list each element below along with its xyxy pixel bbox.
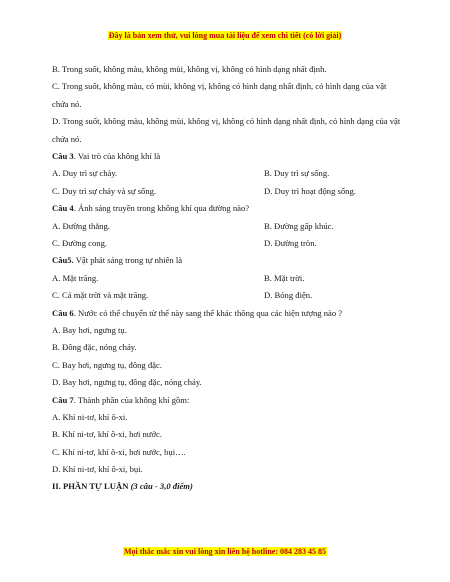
- question-6-option-d: D. Bay hơi, ngưng tụ, đông đặc, nóng chảy.: [52, 377, 202, 388]
- document-body: [52, 61, 402, 496]
- question-5-option-d: D. Bóng điện.: [264, 290, 313, 301]
- question-3-option-a: A. Duy trì sự cháy.: [52, 168, 118, 179]
- question-4-options-row1: [52, 218, 402, 235]
- section-2-title: II. PHẦN TỰ LUẬN: [52, 481, 129, 492]
- preview-banner-text: Đây là bản xem thử, vui lòng mua tài liệu để xem chi tiết (có lời giải): [108, 31, 342, 40]
- option-prev-c: C. Trong suốt, không màu, có mùi, không vị, không có hình dạng nhất định, có hình dạng của vật chứa nó.: [52, 81, 387, 109]
- hotline-banner-text: Mọi thắc mắc xin vui lòng xin liên hệ hotline: 084 283 45 85: [123, 547, 326, 556]
- question-5: [52, 252, 402, 269]
- question-4-option-c: C. Đường cong.: [52, 237, 108, 248]
- question-4: [52, 200, 402, 217]
- question-7-option-c: C. Khí ni-tơ, khí ô-xi, hơi nước, bụi….: [52, 446, 186, 457]
- hotline-banner: [0, 547, 450, 556]
- option-prev-b: B. Trong suốt, không màu, không mùi, không vị, không có hình dạng nhất định.: [52, 64, 327, 74]
- question-6-option-a: A. Bay hơi, ngưng tụ.: [52, 324, 127, 335]
- question-6: [52, 305, 402, 322]
- question-5-label: Câu5.: [52, 255, 74, 266]
- question-5-options-row2: [52, 287, 402, 304]
- question-5-option-c: C. Cả mặt trời và mặt trăng.: [52, 290, 149, 301]
- question-3-option-d: D. Duy trì hoạt động sống.: [264, 185, 356, 196]
- question-3-options-row2: [52, 183, 402, 200]
- question-4-options-row2: [52, 235, 402, 252]
- question-5-option-b: B. Mặt trời.: [264, 272, 305, 283]
- question-7-option-b: B. Khí ni-tơ, khí ô-xi, hơi nước.: [52, 429, 162, 440]
- question-4-option-d: D. Đường tròn.: [264, 237, 317, 248]
- question-3-option-c: C. Duy trì sự cháy và sự sống.: [52, 185, 157, 196]
- question-6-option-c: C. Bay hơi, ngưng tụ, đông đặc.: [52, 359, 162, 370]
- question-3-label: Câu 3: [52, 151, 74, 162]
- question-7-label: Câu 7: [52, 394, 74, 405]
- section-2-heading: [52, 478, 402, 495]
- question-4-text: . Ánh sáng truyền trong không khí qua đường nào?: [73, 203, 250, 214]
- question-7-option-d: D. Khí ni-tơ, khí ô-xi, bụi.: [52, 464, 143, 475]
- question-5-option-a: A. Mặt trăng.: [52, 272, 99, 283]
- question-3: [52, 148, 402, 165]
- section-2-note: (3 câu - 3,0 điểm): [130, 481, 193, 492]
- question-5-text: Vật phát sáng trong tự nhiên là: [73, 255, 183, 266]
- question-3-option-b: B. Duy trì sự sống.: [264, 168, 330, 179]
- question-5-options-row1: [52, 270, 402, 287]
- question-7-option-a: A. Khí ni-tơ, khí ô-xi.: [52, 411, 128, 422]
- question-3-options-row1: [52, 165, 402, 182]
- question-7: [52, 392, 402, 409]
- question-6-option-b: B. Đông đặc, nóng chảy.: [52, 342, 137, 353]
- question-7-text: . Thành phần của không khí gồm:: [73, 394, 190, 405]
- option-prev-d: D. Trong suốt, không màu, không mùi, không vị, không có hình dạng nhất định, có hình dạng của vật chứa nó.: [52, 116, 401, 144]
- question-6-text: . Nước có thể chuyển từ thể này sang thể khác thông qua các hiện tượng nào ?: [73, 307, 343, 318]
- question-3-text: . Vai trò của không khí là: [73, 151, 161, 162]
- question-4-option-a: A. Đường thẳng.: [52, 220, 110, 231]
- preview-banner: [0, 31, 450, 40]
- question-4-option-b: B. Đường gấp khúc.: [264, 220, 334, 231]
- question-4-label: Câu 4: [52, 203, 74, 214]
- question-6-label: Câu 6: [52, 307, 74, 318]
